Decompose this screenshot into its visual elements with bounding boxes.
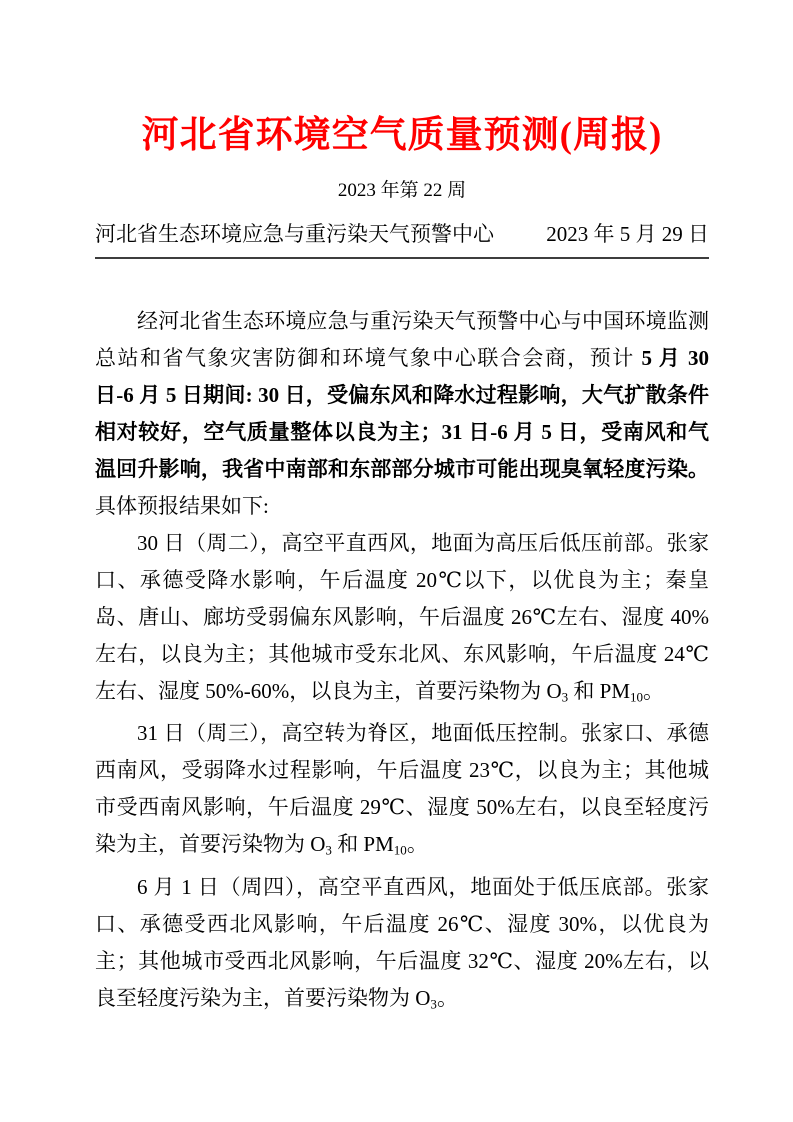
forecast-jun1-paragraph: 6 月 1 日（周四），高空平直西风，地面处于低压底部。张家口、承德受西北风影响，午后温度 26℃、湿度 30%，以优良为主；其他城市受西北风影响，午后温度 32℃、湿度 20%左右，以良至轻度污染为主，首要污染物为 $O_3$。 (95, 874, 709, 1011)
forecast-may30-paragraph: 30 日（周二），高空平直西风，地面为高压后低压前部。张家口、承德受降水影响，午后温度 20℃以下，以优良为主；秦皇岛、唐山、廊坊受弱偏东风影响，午后温度 26℃左右、湿度 40%左右，以良为主；其他城市受东北风、东风影响，午后温度 24℃左右、湿度 50%-60%，以良为主，首要污染物为 $O_3$ 和 $PM_{10}$。 (95, 531, 709, 705)
report-body (95, 303, 709, 1022)
document-content (95, 0, 709, 1022)
header-divider (95, 257, 709, 259)
doc-title: 河北省环境空气质量预测(周报) (141, 115, 663, 156)
week-subtitle: 2023 年第 22 周 (337, 180, 467, 201)
byline-row (95, 220, 709, 248)
report-date: 2023 年 5 月 29 日 (546, 222, 709, 246)
organization-name: 河北省生态环境应急与重污染天气预警中心 (95, 222, 494, 246)
intro-paragraph: 经河北省生态环境应急与重污染天气预警中心与中国环境监测总站和省气象灾害防御和环境气象中心联合会商，预计 5 月 30 日-6 月 5 日期间: 30 日，受偏东风和降水过程影响，大气扩散条件相对较好，空气质量整体以良为主；31 日-6 月 5 日，受南风和气温回升影响，我省中南部和东部部分城市可能出现臭氧轻度污染。具体预报结果如下: (95, 309, 710, 518)
forecast-may31-paragraph: 31 日（周三），高空转为脊区，地面低压控制。张家口、承德西南风，受弱降水过程影响，午后温度 23℃，以良为主；其他城市受西南风影响，午后温度 29℃、湿度 50%左右，以良至轻度污染为主，首要污染物为 $O_3$ 和 $PM_{10}$。 (95, 721, 709, 858)
